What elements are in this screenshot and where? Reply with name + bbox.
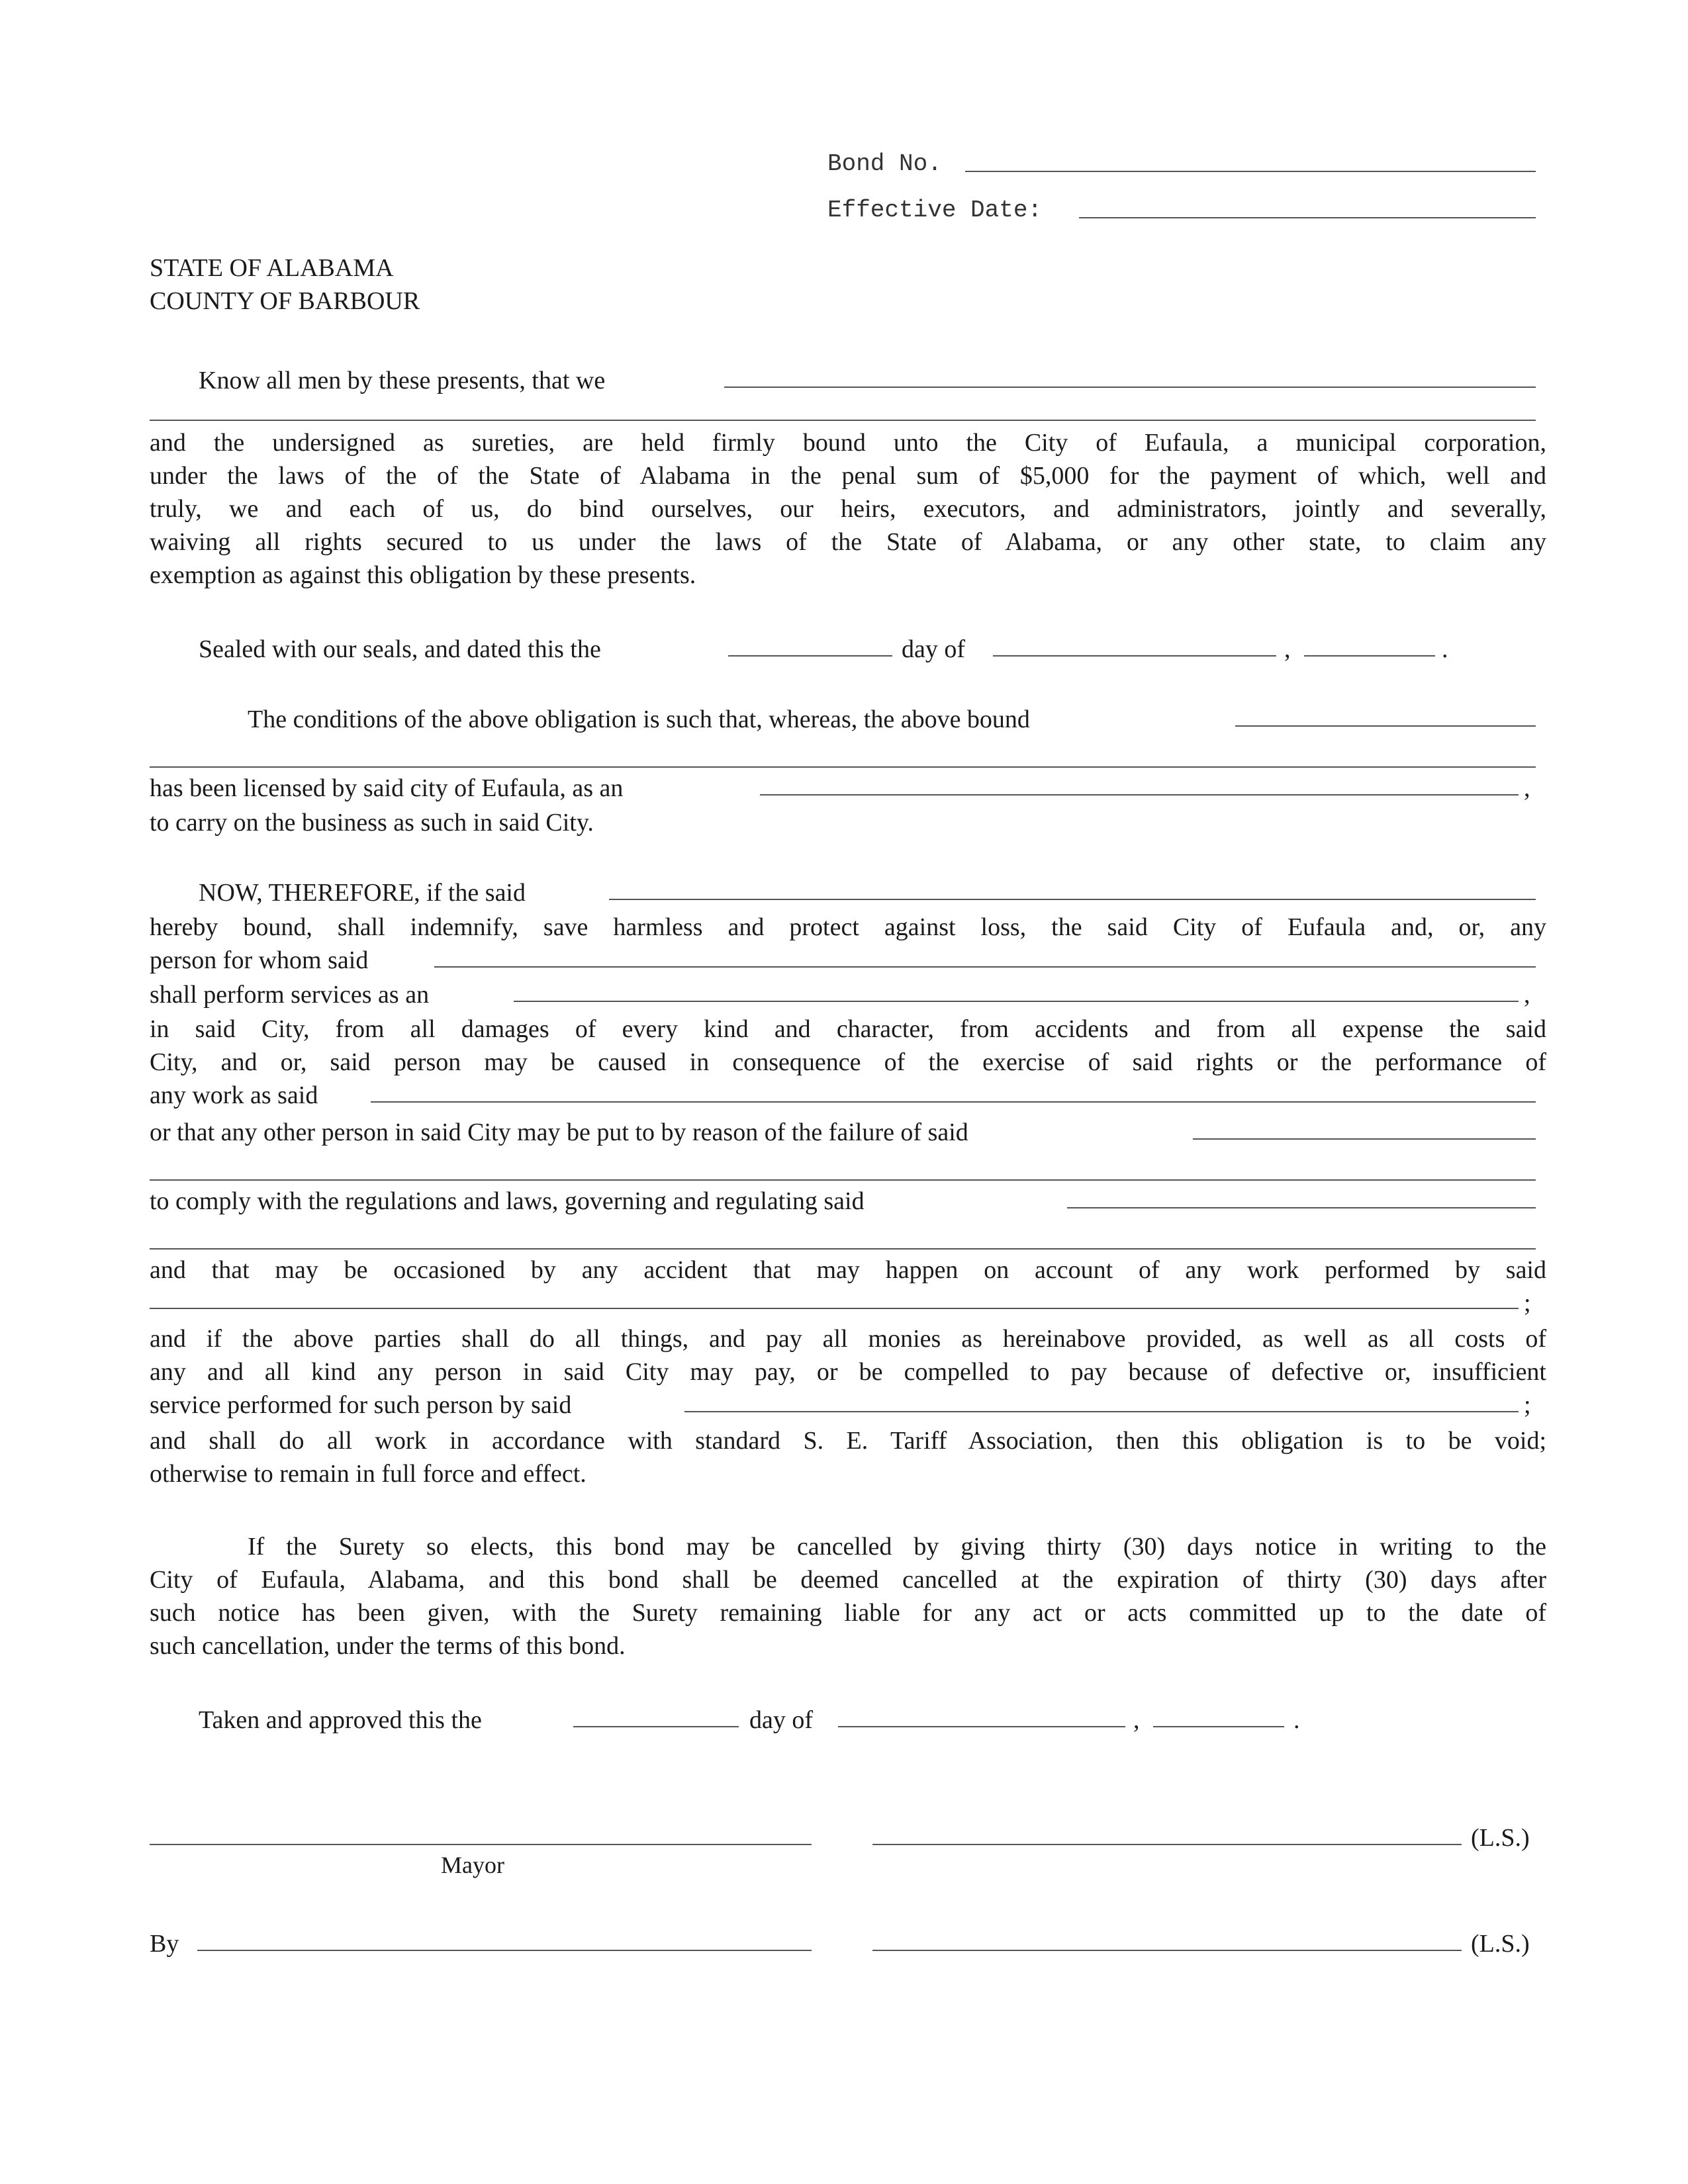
- semicolon: ;: [1524, 1391, 1531, 1419]
- semicolon: ;: [1524, 1289, 1531, 1317]
- effective-date-label: Effective Date:: [827, 197, 1043, 224]
- know-all-men-text: Know all men by these presents, that we: [199, 367, 606, 394]
- approved-day-of-text: day of: [749, 1706, 814, 1734]
- to-comply-text: to comply with the regulations and laws, governing and regulating said: [150, 1187, 865, 1215]
- approved-month-field[interactable]: [838, 1726, 1125, 1727]
- said-party-field[interactable]: [609, 899, 1536, 900]
- ls-seal-label: (L.S.): [1471, 1930, 1530, 1958]
- sealed-month-field[interactable]: [993, 655, 1276, 657]
- surety-signature-field-2[interactable]: [872, 1950, 1462, 1951]
- principal-name-field[interactable]: [724, 387, 1536, 388]
- mayor-label: Mayor: [441, 1852, 504, 1878]
- principal-name-field-2[interactable]: [150, 420, 1536, 421]
- person-for-whom-text: person for whom said: [150, 946, 369, 974]
- above-parties-line: and if the above parties shall do all things, and pay all monies as hereinabove provided, as well as all costs of: [150, 1325, 1546, 1353]
- sealed-day-field[interactable]: [728, 655, 892, 657]
- damages-line: City, and or, said person may be caused in consequence of the exercise of said rights or the performance of: [150, 1048, 1546, 1076]
- shall-perform-text: shall perform services as an: [150, 981, 430, 1009]
- bond-paragraph-line: and the undersigned as sureties, are held firmly bound unto the City of Eufaula, a municipal corporation,: [150, 429, 1546, 457]
- mayor-signature-field[interactable]: [150, 1844, 812, 1845]
- service-performed-text: service performed for such person by said: [150, 1391, 572, 1419]
- or-that-text: or that any other person in said City may be put to by reason of the failure of said: [150, 1118, 968, 1146]
- licensed-text: has been licensed by said city of Eufaula, as an: [150, 774, 624, 802]
- bond-paragraph-line: exemption as against this obligation by these presents.: [150, 561, 696, 589]
- bond-paragraph-line: under the laws of the of the State of Alabama in the penal sum of $5,000 for the payment of which, well and: [150, 462, 1546, 490]
- approved-day-field[interactable]: [573, 1726, 739, 1727]
- regulated-business-field[interactable]: [1067, 1207, 1536, 1208]
- comma: ,: [1524, 981, 1530, 1009]
- sealed-text: Sealed with our seals, and dated this the: [199, 635, 601, 663]
- taken-approved-text: Taken and approved this the: [199, 1706, 482, 1734]
- indemnify-line: hereby bound, shall indemnify, save harmless and protect against loss, the said City of Eufaula and, or, any: [150, 913, 1546, 941]
- conditions-text: The conditions of the above obligation is such that, whereas, the above bound: [248, 705, 1030, 733]
- bond-paragraph-line: truly, we and each of us, do bind ourselves, our heirs, executors, and administrators, jointly and severally,: [150, 495, 1546, 523]
- cancel-line: such cancellation, under the terms of this bond.: [150, 1632, 626, 1660]
- surety-signature-field-1[interactable]: [872, 1844, 1462, 1845]
- period: .: [1442, 635, 1448, 663]
- county-heading: COUNTY OF BARBOUR: [150, 287, 420, 315]
- services-field[interactable]: [514, 1001, 1519, 1002]
- regulated-business-field-2[interactable]: [150, 1248, 1536, 1250]
- service-performer-field[interactable]: [684, 1411, 1519, 1412]
- failure-party-field-2[interactable]: [150, 1179, 1536, 1181]
- ls-seal-label: (L.S.): [1471, 1824, 1530, 1852]
- cancel-line: such notice has been given, with the Surety remaining liable for any act or acts committed up to the date of: [150, 1599, 1546, 1627]
- above-parties-line: any and all kind any person in said City may pay, or be compelled to pay because of defective or, insufficient: [150, 1358, 1546, 1386]
- any-work-text: any work as said: [150, 1081, 318, 1109]
- person-for-whom-field[interactable]: [434, 966, 1536, 968]
- by-label: By: [150, 1930, 179, 1958]
- license-type-field[interactable]: [760, 794, 1519, 796]
- sealed-year-field[interactable]: [1304, 655, 1435, 657]
- comma: ,: [1133, 1706, 1140, 1734]
- tariff-line: and shall do all work in accordance with standard S. E. Tariff Association, then this obligation is to be void;: [150, 1427, 1546, 1455]
- bound-party-field[interactable]: [1235, 725, 1536, 727]
- bond-paragraph-line: waiving all rights secured to us under the laws of the State of Alabama, or any other state, to claim any: [150, 528, 1546, 556]
- failure-party-field[interactable]: [1193, 1138, 1536, 1140]
- period: .: [1293, 1706, 1300, 1734]
- state-heading: STATE OF ALABAMA: [150, 254, 394, 282]
- cancel-line: If the Surety so elects, this bond may be cancelled by giving thirty (30) days notice in writing to the: [248, 1533, 1546, 1561]
- work-performer-field[interactable]: [150, 1308, 1519, 1309]
- occasioned-line: and that may be occasioned by any accident that may happen on account of any work performed by said: [150, 1256, 1546, 1284]
- comma: ,: [1284, 635, 1291, 663]
- sealed-day-of-text: day of: [902, 635, 966, 663]
- by-signature-field[interactable]: [197, 1950, 812, 1951]
- approved-year-field[interactable]: [1153, 1726, 1284, 1727]
- effective-date-field[interactable]: [1079, 217, 1536, 218]
- carry-on-text: to carry on the business as such in said City.: [150, 809, 594, 837]
- bond-no-field[interactable]: [965, 171, 1536, 172]
- any-work-field[interactable]: [371, 1101, 1536, 1103]
- now-therefore-text: NOW, THEREFORE, if the said: [199, 879, 526, 907]
- bond-no-label: Bond No.: [827, 150, 942, 177]
- damages-line: in said City, from all damages of every kind and character, from accidents and from all expense the said: [150, 1015, 1546, 1043]
- tariff-line: otherwise to remain in full force and effect.: [150, 1460, 586, 1488]
- cancel-line: City of Eufaula, Alabama, and this bond shall be deemed cancelled at the expiration of thirty (30) days after: [150, 1566, 1546, 1594]
- bound-party-field-2[interactable]: [150, 766, 1536, 768]
- comma: ,: [1524, 774, 1530, 802]
